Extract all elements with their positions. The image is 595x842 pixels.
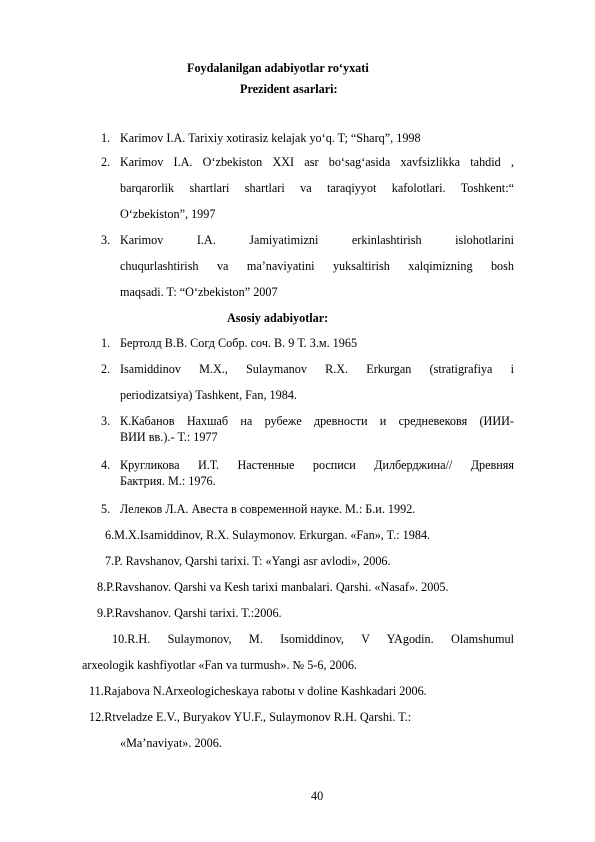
list-item-line: 8.P.Ravshanov. Qarshi va Kesh tarixi manbalari. Qarshi. «Nasaf». 2005. [97, 580, 449, 594]
page-title: Foydalanilgan adabiyotlar ro‘yxati [187, 61, 369, 75]
list-item-line: Karimov I.A. Tarixiy xotirasiz kelajak yo‘q. T; “Sharq”, 1998 [120, 131, 421, 145]
list-item-line: Кругликова И.Т. Настенные росписи Дилберджина// Древняя [120, 458, 514, 472]
list-item-line: Бертолд В.В. Согд Собр. соч. В. 9 Т. 3.м. 1965 [120, 336, 358, 350]
list-item-line: 12.Rtveladze E.V., Buryakov YU.F., Sulaymonov R.H. Qarshi. T.: [89, 710, 412, 724]
list-item-line: Isamiddinov M.X., Sulaymanov R.X. Erkurgan (stratigrafiya i [120, 362, 514, 376]
list-item-number: 5. [101, 502, 111, 516]
section-heading-main-literature: Asosiy adabiyotlar: [227, 311, 329, 325]
list-item-line: 7.P. Ravshanov, Qarshi tarixi. T: «Yangi asr avlodi», 2006. [105, 554, 391, 568]
list-item-line: 9.P.Ravshanov. Qarshi tarixi. T.:2006. [97, 606, 282, 620]
list-item-line: Бактрия. М.: 1976. [120, 474, 216, 488]
list-item-number: 1. [101, 131, 111, 145]
list-item-line: «Ma’naviyat». 2006. [120, 736, 222, 750]
list-item-number: 2. [101, 362, 111, 376]
list-item-line: ВИИ вв.).- Т.: 1977 [120, 430, 218, 444]
list-item-number: 3. [101, 233, 111, 247]
list-item-number: 3. [101, 414, 111, 428]
list-item-number: 2. [101, 155, 111, 169]
list-item-line: O‘zbekiston”, 1997 [120, 207, 216, 221]
list-item-line: periodizatsiya) Tashkent, Fan, 1984. [120, 388, 297, 402]
list-item-line: 10.R.H. Sulaymonov, M. Isomiddinov, V YAgodin. Olamshumul [112, 632, 514, 646]
list-item-line: Лелеков Л.А. Авеста в современной науке. М.: Б.и. 1992. [120, 502, 416, 516]
page-number: 40 [311, 789, 324, 803]
list-item-number: 1. [101, 336, 111, 350]
list-item-line: 6.M.X.Isamiddinov, R.X. Sulaymonov. Erkurgan. «Fan», T.: 1984. [105, 528, 431, 542]
section-heading-president-works: Prezident asarlari: [240, 82, 338, 96]
list-item-line: Karimov I.A. O‘zbekiston XXI asr bo‘sag‘asida xavfsizlikka tahdid , [120, 155, 514, 169]
list-item-line: 11.Rajabova N.Arxeologicheskaya rabotы v doline Kashkadari 2006. [89, 684, 427, 698]
list-item-number: 4. [101, 458, 111, 472]
list-item-line: arxeologik kashfiyotlar «Fan va turmush». № 5-6, 2006. [82, 658, 357, 672]
list-item-line: barqarorlik shartlari shartlari va taraqiyyot kafolotlari. Toshkent:“ [120, 181, 514, 195]
list-item-line: К.Кабанов Нахшаб на рубеже древности и средневековя (ИИИ- [120, 414, 514, 428]
list-item-line: maqsadi. T: “O‘zbekiston” 2007 [120, 285, 278, 299]
list-item-line: Karimov I.A. Jamiyatimizni erkinlashtirish islohotlarini [120, 233, 514, 247]
list-item-line: chuqurlashtirish va ma’naviyatini yuksaltirish xalqimizning bosh [120, 259, 514, 273]
